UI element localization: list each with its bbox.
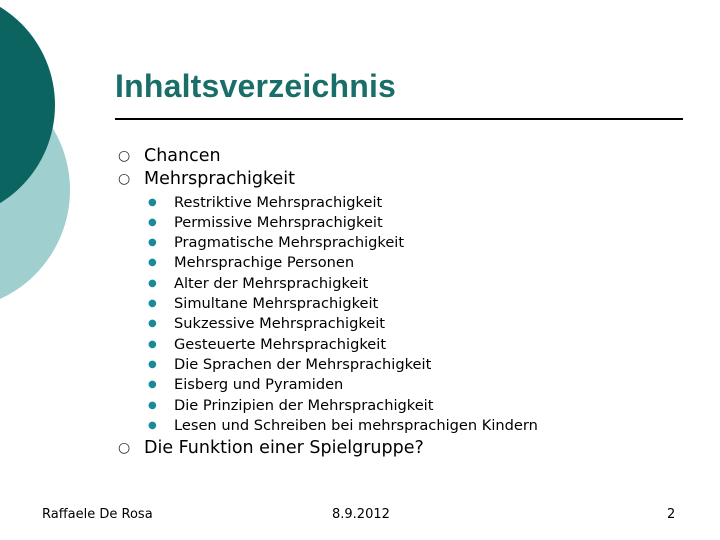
filled-bullet-icon: ● xyxy=(148,358,157,370)
filled-bullet-icon: ● xyxy=(148,216,157,228)
decorative-circles xyxy=(0,0,120,300)
filled-bullet-icon: ● xyxy=(148,399,157,411)
sublist-item-label: Eisberg und Pyramiden xyxy=(174,375,344,393)
footer-date: 8.9.2012 xyxy=(332,507,390,522)
list-item-chancen xyxy=(118,144,221,168)
filled-bullet-icon: ● xyxy=(148,378,157,390)
filled-bullet-icon: ● xyxy=(148,419,157,431)
filled-bullet-icon: ● xyxy=(148,277,157,289)
filled-bullet-icon: ● xyxy=(148,297,157,309)
sublist-item-label: Restriktive Mehrsprachigkeit xyxy=(174,193,383,211)
sublist-item xyxy=(148,415,538,435)
sublist-item-label: Sukzessive Mehrsprachigkeit xyxy=(174,314,386,332)
sublist-item xyxy=(148,374,343,394)
slide-title: Inhaltsverzeichnis xyxy=(115,68,397,104)
sublist-item-label: Die Sprachen der Mehrsprachigkeit xyxy=(174,355,432,373)
sublist-item xyxy=(148,212,383,232)
sublist-item xyxy=(148,293,378,313)
hollow-bullet-icon: ○ xyxy=(118,148,131,164)
sublist-item xyxy=(148,334,386,354)
sublist-item xyxy=(148,192,382,212)
footer-page-number: 2 xyxy=(667,507,676,522)
list-item-label: Die Funktion einer Spielgruppe? xyxy=(144,438,424,458)
list-item-spielgruppe xyxy=(118,436,424,460)
filled-bullet-icon: ● xyxy=(148,236,157,248)
sublist-item-label: Simultane Mehrsprachigkeit xyxy=(174,294,379,312)
filled-bullet-icon: ● xyxy=(148,256,157,268)
sublist-item-label: Mehrsprachige Personen xyxy=(174,253,355,271)
sublist-item-label: Die Prinzipien der Mehrsprachigkeit xyxy=(174,396,434,414)
sublist-item-label: Lesen und Schreiben bei mehrsprachigen Kindern xyxy=(174,416,538,434)
hollow-bullet-icon: ○ xyxy=(118,171,131,187)
sublist-item xyxy=(148,313,385,333)
sublist-item-label: Gesteuerte Mehrsprachigkeit xyxy=(174,335,387,353)
title-divider xyxy=(115,118,683,120)
sublist-item xyxy=(148,354,431,374)
list-item-label: Chancen xyxy=(144,146,221,166)
sublist-item xyxy=(148,232,404,252)
sublist-item-label: Permissive Mehrsprachigkeit xyxy=(174,213,383,231)
list-item-label: Mehrsprachigkeit xyxy=(144,169,295,189)
filled-bullet-icon: ● xyxy=(148,338,157,350)
sublist-item xyxy=(148,252,354,272)
hollow-bullet-icon: ○ xyxy=(118,440,131,456)
sublist-item xyxy=(148,395,433,415)
footer-author: Raffaele De Rosa xyxy=(42,507,153,522)
sublist-item-label: Alter der Mehrsprachigkeit xyxy=(174,274,369,292)
filled-bullet-icon: ● xyxy=(148,317,157,329)
sublist-item xyxy=(148,273,368,293)
list-item-mehrsprachigkeit xyxy=(118,167,295,191)
sublist-item-label: Pragmatische Mehrsprachigkeit xyxy=(174,233,405,251)
filled-bullet-icon: ● xyxy=(148,196,157,208)
